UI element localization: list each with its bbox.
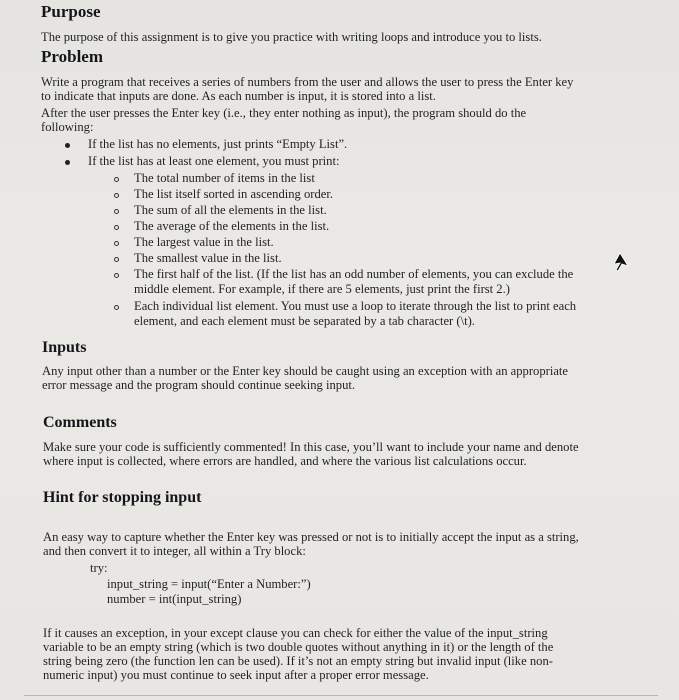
problem-para1-line1: Write a program that receives a series of numbers from the user and allows the user to press the Enter key (41, 75, 574, 89)
sub-bullet-marker (114, 225, 119, 230)
sub-item-sum: The sum of all the elements in the list. (134, 203, 327, 217)
sub-bullet-marker (114, 305, 119, 310)
hint-closing-line1: If it causes an exception, in your except clause you can check for either the value of the input_string (43, 626, 548, 640)
page-divider (24, 695, 658, 696)
problem-heading: Problem (41, 47, 104, 66)
hint-closing-line3: string being zero (the function len can be used). If it’s not an empty string but invalid input (like non- (43, 654, 553, 668)
comments-line2: where input is collected, where errors are handled, and where the various list calculations occur. (43, 454, 527, 468)
sub-item-each-element-line1: Each individual list element. You must use a loop to iterate through the list to print each (134, 299, 577, 313)
hint-line1: An easy way to capture whether the Enter key was pressed or not is to initially accept the input as a string, (43, 530, 579, 544)
bullet-at-least-one: If the list has at least one element, you must print: (88, 154, 340, 168)
code-try: try: (90, 561, 108, 575)
inputs-heading: Inputs (42, 339, 87, 356)
inputs-line2: error message and the program should continue seeking input. (42, 378, 356, 392)
comments-heading: Comments (43, 414, 117, 431)
sub-bullet-marker (114, 177, 119, 182)
sub-item-total: The total number of items in the list (134, 171, 315, 185)
sub-item-each-element-line2: element, and each element must be separated by a tab character (\t). (134, 314, 475, 328)
sub-item-average: The average of the elements in the list. (134, 219, 330, 233)
sub-bullet-marker (114, 209, 119, 214)
inputs-line1: Any input other than a number or the Enter key should be caught using an exception with an appropriate (42, 364, 568, 378)
sub-bullet-marker (114, 193, 119, 198)
problem-para2-line2: following: (41, 120, 94, 134)
code-input-line: input_string = input(“Enter a Number:”) (107, 577, 311, 591)
hint-closing-line2: variable to be an empty string (which is two double quotes without anything in it) or the length of the (43, 640, 554, 654)
bullet-marker (65, 160, 70, 165)
code-int-line: number = int(input_string) (107, 592, 242, 606)
comments-line1: Make sure your code is sufficiently commented! In this case, you’ll want to include your name and denote (43, 440, 579, 454)
hint-heading: Hint for stopping input (43, 489, 202, 506)
hint-closing-line4: numeric input) you must continue to seek input after a proper error message. (43, 668, 429, 682)
hint-line2: and then convert it to integer, all within a Try block: (43, 544, 306, 558)
purpose-text: The purpose of this assignment is to give you practice with writing loops and introduce you to lists. (41, 30, 542, 44)
sub-bullet-marker (114, 241, 119, 246)
bullet-empty-list: If the list has no elements, just prints “Empty List”. (88, 137, 348, 151)
mouse-pointer-icon (611, 252, 629, 272)
sub-item-smallest: The smallest value in the list. (134, 251, 282, 265)
sub-item-sorted: The list itself sorted in ascending order. (134, 187, 334, 201)
sub-item-first-half-line2: middle element. For example, if there are 5 elements, just print the first 2.) (134, 282, 510, 296)
purpose-heading: Purpose (41, 2, 101, 21)
sub-bullet-marker (114, 257, 119, 262)
problem-para1-line2: to indicate that inputs are done. As each number is input, it is stored into a list. (41, 89, 436, 103)
bullet-marker (65, 143, 70, 148)
sub-bullet-marker (114, 273, 119, 278)
problem-para2-line1: After the user presses the Enter key (i.e., they enter nothing as input), the program should do the (41, 106, 527, 120)
sub-item-first-half-line1: The first half of the list. (If the list has an odd number of elements, you can exclude the (134, 267, 574, 281)
sub-item-largest: The largest value in the list. (134, 235, 274, 249)
